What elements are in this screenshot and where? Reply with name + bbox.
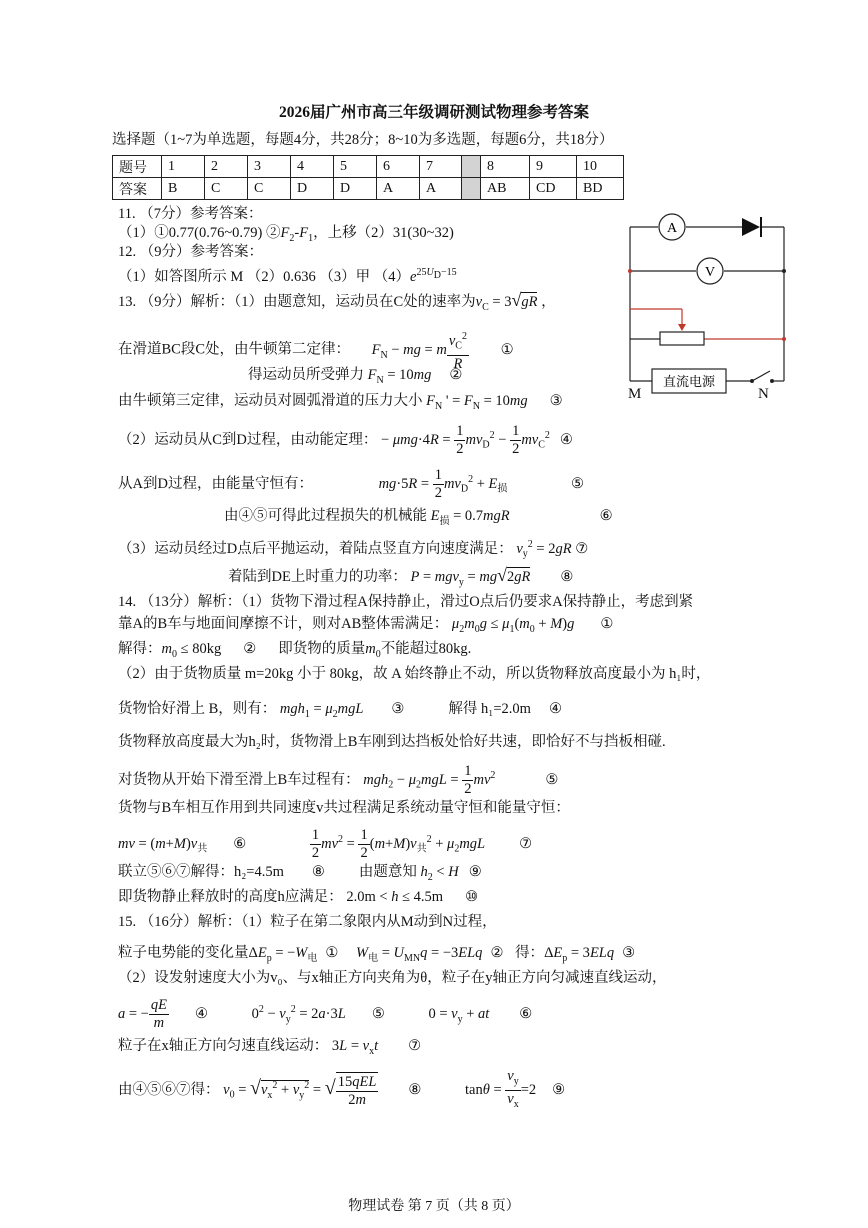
table-row-numbers xyxy=(113,156,624,178)
q14-text: 联立⑤⑥⑦解得：h₂=4.5m xyxy=(118,864,284,880)
q13-text: 从A到D过程，由能量守恒有： xyxy=(118,475,313,492)
table-cell: 8 xyxy=(481,156,530,178)
q14-text: 不能超过80kg. xyxy=(380,641,472,657)
table-cell: 7 xyxy=(420,156,462,178)
q14-part2: （2）由于货物质量 m=20kg 小于 80kg，故 A 始终静止不动，所以货物释放高度最小为 h₁时， xyxy=(118,666,711,682)
table-cell: 4 xyxy=(291,156,334,178)
circuit-diagram xyxy=(622,205,794,395)
q11-answer-line: （1）①0.77(0.76~0.79) $②F_2-F_1$，上移（2）31(30~32) xyxy=(118,225,454,244)
q15-x-motion: 粒子在x轴正方向匀速直线运动： $3L = v_xt$ ⑦ xyxy=(118,1038,422,1057)
q14-text: 对货物从开始下滑至滑上B车过程有： xyxy=(118,771,360,788)
q14-text: 解得： xyxy=(118,641,162,657)
table-cell: D xyxy=(291,178,334,200)
table-cell: C xyxy=(205,178,248,200)
q15-heading: 15. （16分）解析：（1）粒子在第二象限内从M动到N过程， xyxy=(118,914,497,930)
q14-text: 即货物的质量 xyxy=(278,641,366,657)
q14-slide-energy: 对货物从开始下滑至滑上B车过程有： $mgh_2 - \mu_2mgL$ = $\frac{1}{2}$ $mv^2$ ⑤ xyxy=(118,763,559,797)
circuit-label-n: N xyxy=(758,386,769,402)
table-cell: 10 xyxy=(577,156,624,178)
q14-text: 即货物静止释放时的高度h应满足： xyxy=(118,889,343,905)
q13-energy-loss: 由④⑤可得此过程损失的机械能 $E_损 = 0.7mgR$ ⑥ xyxy=(224,508,613,527)
q13-heading: 13. （9分）解析：（1）由题意知，运动员在C处的速率为$v_C = 3√gR$ ， xyxy=(118,290,556,313)
q14-text: 由题意知 xyxy=(358,864,417,880)
table-cell: 2 xyxy=(205,156,248,178)
row-header-question: 题号 xyxy=(113,156,162,178)
table-cell: D xyxy=(334,178,377,200)
q15-text: 粒子在x轴正方向匀速直线运动： xyxy=(118,1038,329,1054)
q14-text: 货物恰好滑上 B，则有： xyxy=(118,701,277,717)
q13-work-energy: （2）运动员从C到D过程，由动能定理： − μmg·4R = $\frac{1}{2}$ $mv_D^2$ − $\frac{1}{2}$ $mv_C^2$ ④ xyxy=(118,423,573,457)
q13-projectile: （3）运动员经过D点后平抛运动，着陆点竖直方向速度满足： $v_y^2 = 2gR$ ⑦ xyxy=(118,539,589,560)
table-cell: A xyxy=(377,178,420,200)
q13-normal-force: 得运动员所受弹力 $F_N = 10mg$ ② xyxy=(248,367,463,386)
table-cell: 6 xyxy=(377,156,420,178)
q14-condition: 靠A的B车与地面间摩擦不计，则对AB整体需满足： $\mu_2m_0g \le \mu_1(m_0 + M)g$ ① xyxy=(118,616,614,635)
q11-heading: 11. （7分）参考答案： xyxy=(118,206,263,222)
table-cell: AB xyxy=(481,178,530,200)
q13-newton-third: 由牛顿第三定律，运动员对圆弧滑道的压力大小 $F_N$ ' = $F_N = 10mg$ ③ xyxy=(118,393,563,412)
q14-momentum-text: 货物与B车相互作用到共同速度v共过程满足系统动量守恒和能量守恒： xyxy=(118,800,570,816)
table-row-answers xyxy=(113,178,624,200)
table-cell: 3 xyxy=(248,156,291,178)
page-footer: 物理试卷 第 7 页（共 8 页） xyxy=(348,1199,520,1214)
q14-min-height: 货物恰好滑上 B，则有： $mgh_1 = \mu_2mgL$ ③ 解得 h₁=2.0m ④ xyxy=(118,701,562,720)
diode-icon xyxy=(742,218,760,236)
q14-heading: 14. （13分）解析：（1）货物下滑过程A保持静止，滑过O点后仍要求A保持静止，考虑到紧 xyxy=(118,594,694,610)
q11-text: （1）①0.77(0.76~0.79) ② xyxy=(118,225,281,241)
q13-energy-conservation: 从A到D过程，由能量守恒有： mg·5R = $\frac{1}{2}$ $mv_D^2 + E_损$ ⑤ xyxy=(118,467,585,501)
q14-max-height: 货物释放高度最大为h₂时，货物滑上B车刚到达挡板处恰好共速，即恰好不与挡板相碰. xyxy=(118,734,666,750)
answer-table xyxy=(112,155,624,200)
table-cell: 1 xyxy=(162,156,205,178)
q14-mass-limit: 解得：$m_0 \le 80kg$ ② 即货物的质量$m_0$不能超过80kg. xyxy=(118,641,472,660)
q13-text: （3）运动员经过D点后平抛运动，着陆点竖直方向速度满足： xyxy=(118,540,513,557)
power-source-label: 直流电源 xyxy=(662,375,716,390)
q14-text: 解得 h₁=2.0m xyxy=(448,701,531,717)
q13-text: 由④⑤可得此过程损失的机械能 xyxy=(224,508,427,524)
ammeter-label: A xyxy=(666,221,678,236)
table-cell: 5 xyxy=(334,156,377,178)
table-separator-cell xyxy=(462,178,481,200)
table-cell: 9 xyxy=(530,156,577,178)
page-title: 2026届广州市高三年级调研测试物理参考答案 xyxy=(278,104,589,121)
voltmeter-label: V xyxy=(704,265,716,280)
q13-text: （2）运动员从C到D过程，由动能定理： xyxy=(118,431,378,448)
q13-text: 得运动员所受弹力 xyxy=(248,367,364,383)
table-cell: B xyxy=(162,178,205,200)
q15-potential-energy: 粒子电势能的变化量$\Delta E_p = -W_电$ ① $W_电 = U_{MN}q = -3ELq$ ② 得：$\Delta E_p = 3ELq$ ③ xyxy=(118,945,636,964)
table-cell: CD xyxy=(530,178,577,200)
table-separator-cell xyxy=(462,156,481,178)
q15-text: 粒子电势能的变化量 xyxy=(118,945,249,961)
table-cell: C xyxy=(248,178,291,200)
q13-power: 着陆到DE上时重力的功率： P = mgv$_y$ = mg√2gR ⑧ xyxy=(228,565,574,588)
q15-velocity: 由④⑤⑥⑦得： $v_0 = √v_x^2 + v_y^2$ = √ $\frac{\text{15qEL}}{2m}$ ⑧ tanθ = $\frac{v_y}{v_x}$ =2 ⑨ xyxy=(118,1068,566,1110)
q12-answer-line: （1）如答图所示 M （2）0.636 （3）甲 $(4)e^{25U_D-15}$ xyxy=(118,267,457,285)
q14-momentum-equations: mv = $(m+M)v_共$ ⑥ $\frac{1}{2}$ $mv^2$ = $\frac{1}{2}$ $(m+M)v_共^2 + \mu_2mgL$ ⑦ xyxy=(118,827,533,861)
q13-text: 在滑道BC段C处，由牛顿第二定律： xyxy=(118,341,351,358)
q13-newton-second: 在滑道BC段C处，由牛顿第二定律： $F_N$ − mg = m $\frac{v_C^2}{R}$ ① xyxy=(118,328,514,374)
q12-text: （1）如答图所示 M （2）0.636 （3）甲 （4） xyxy=(118,268,411,285)
q12-heading: 12. （9分）参考答案： xyxy=(118,244,263,260)
q14-conclusion: 即货物静止释放时的高度h应满足： 2.0m < h ≤ 4.5m ⑩ xyxy=(118,889,479,905)
q14-text: 靠A的B车与地面间摩擦不计，则对AB整体需满足： xyxy=(118,616,449,632)
q13-text: 13. （9分）解析：（1）由题意知，运动员在C处的速率为 xyxy=(118,294,476,310)
q15-text: 由④⑤⑥⑦得： xyxy=(118,1081,220,1098)
table-cell: BD xyxy=(577,178,624,200)
circuit-label-m: M xyxy=(628,386,642,402)
row-header-answer: 答案 xyxy=(113,178,162,200)
table-cell: A xyxy=(420,178,462,200)
q14-solve: 联立⑤⑥⑦解得：h₂=4.5m ⑧ 由题意知 $h_2 < H$ ⑨ xyxy=(118,864,482,883)
q13-text: 着陆到DE上时重力的功率： xyxy=(228,569,407,585)
q15-kinematics: a = − $\frac{qE}{m}$ ④ $0^2 - v_y^2 = 2a\cdot 3L$ ⑤ $0 = v_y$ + at ⑥ xyxy=(118,997,533,1031)
mcq-intro: 选择题（1~7为单选题，每题4分，共28分；8~10为多选题，每题6分，共18分） xyxy=(112,132,614,148)
q13-text: 由牛顿第三定律，运动员对圆弧滑道的压力大小 xyxy=(118,393,423,409)
q11-text-2: ，上移（2）31(30~32) xyxy=(313,225,454,241)
q15-part2: （2）设发射速度大小为v₀、与x轴正方向夹角为θ，粒子在y轴正方向匀减速直线运动， xyxy=(118,970,667,986)
q15-text: 得： xyxy=(515,945,545,961)
